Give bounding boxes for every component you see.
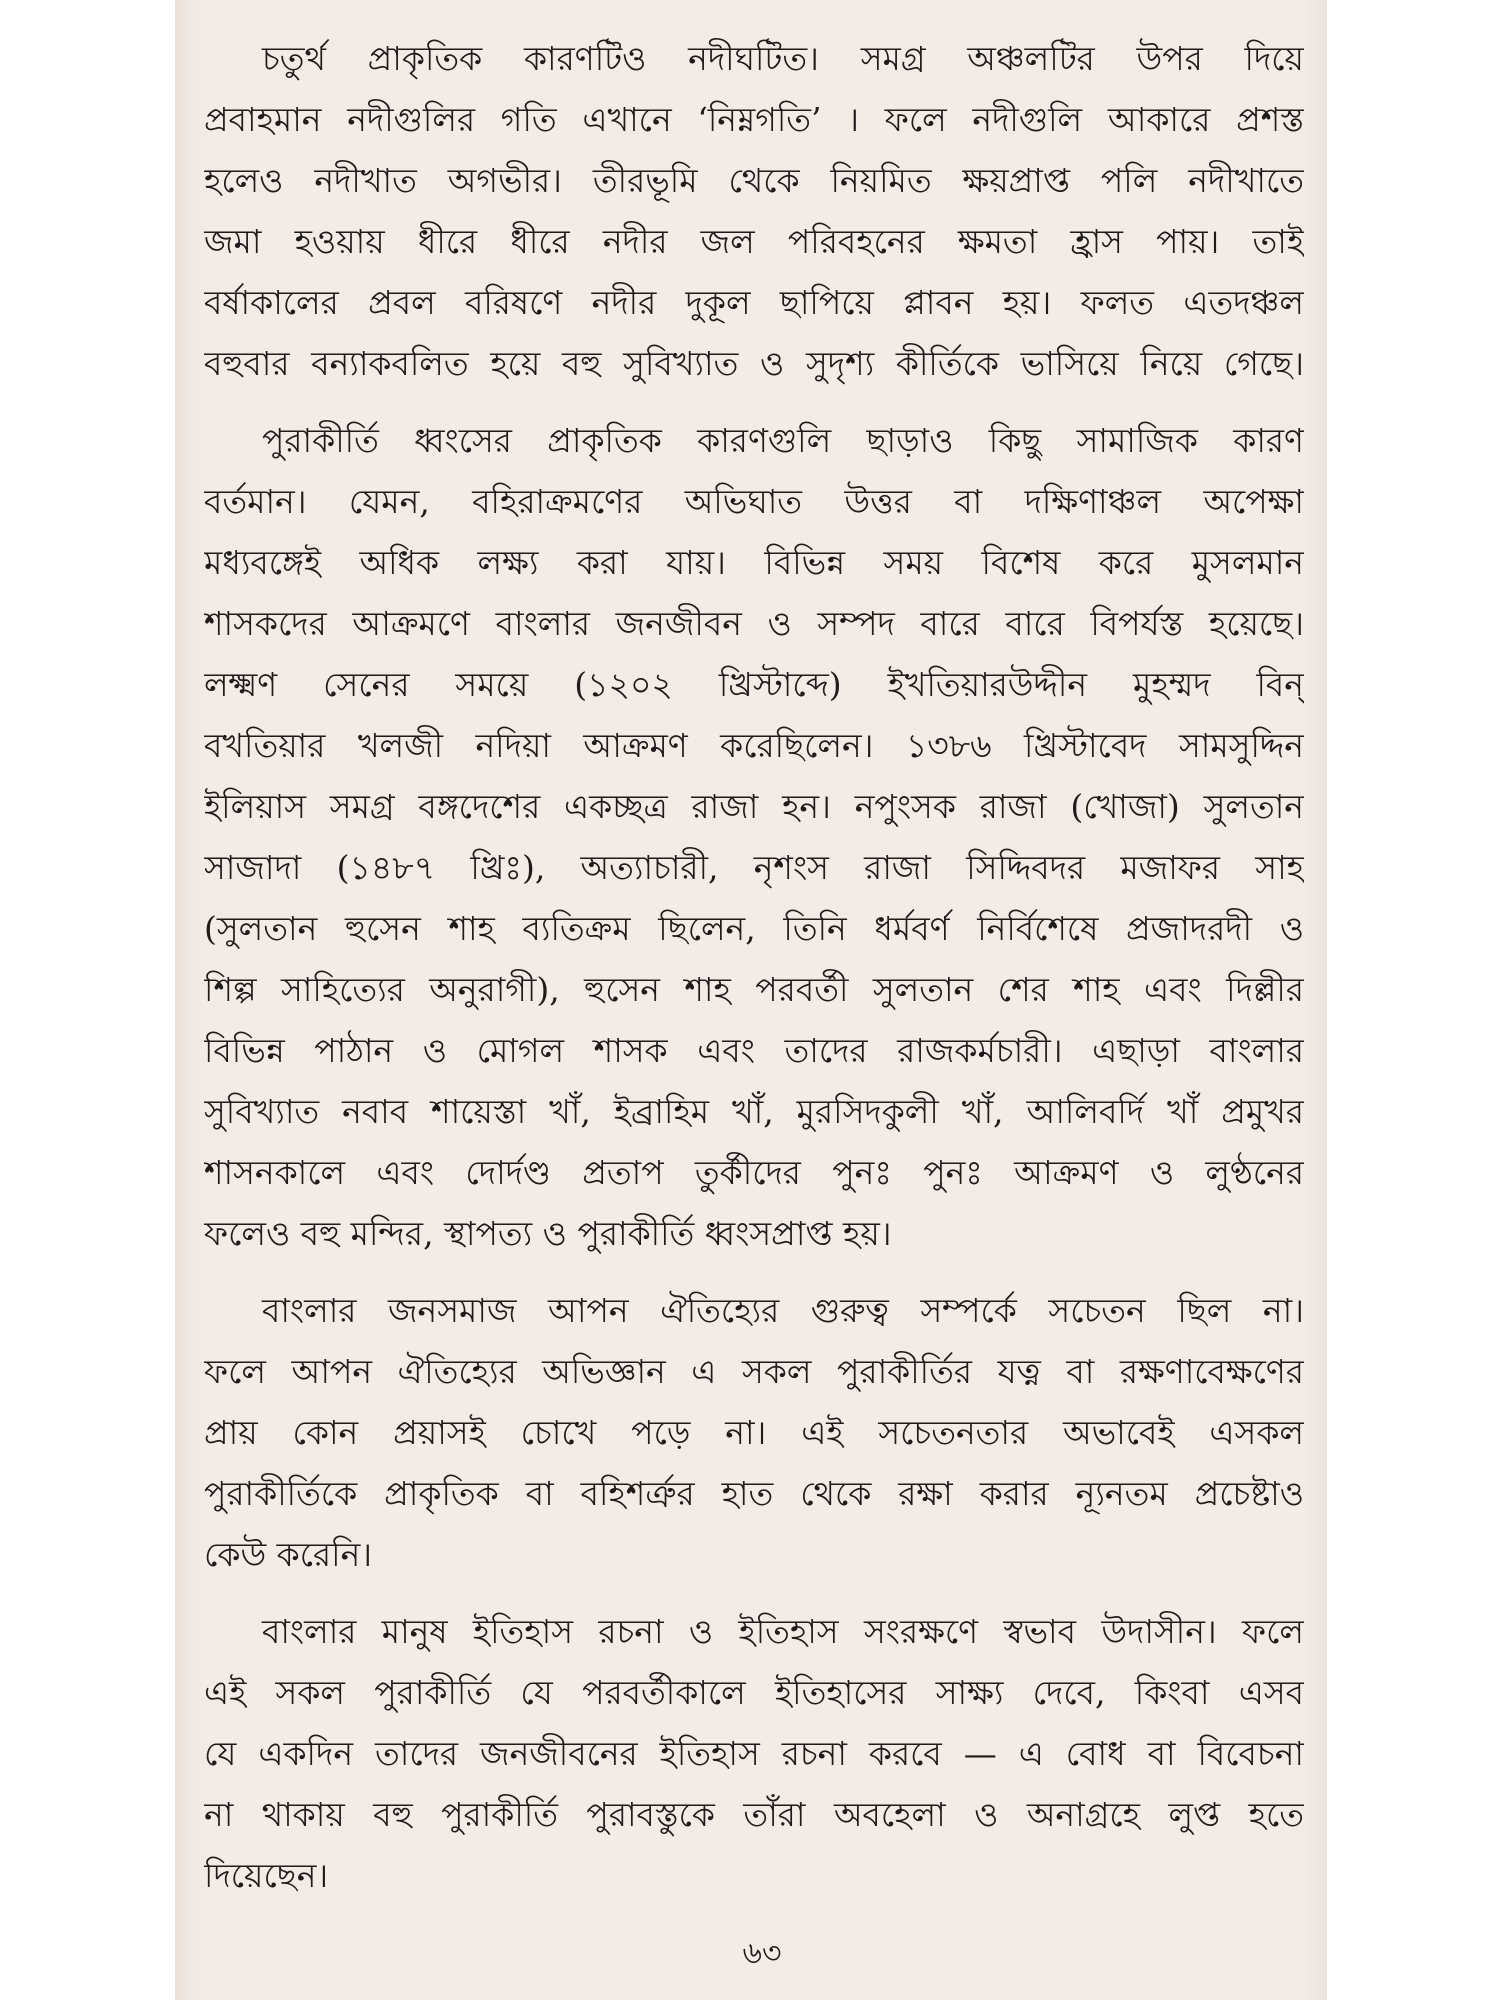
text-line: বর্ষাকালের প্রবল বরিষণে নদীর দুকূল ছাপিয়ে প্লাবন হয়। ফলত এতদঞ্চল [204, 283, 1304, 322]
text-line: ফলে আপন ঐতিহ্যের অভিজ্ঞান এ সকল পুরাকীর্তির যত্ন বা রক্ষণাবেক্ষণের [204, 1352, 1304, 1391]
text-line: বিভিন্ন পাঠান ও মোগল শাসক এবং তাদের রাজকর্মচারী। এছাড়া বাংলার [204, 1031, 1304, 1070]
text-line: বখতিয়ার খলজী নদিয়া আক্রমণ করেছিলেন। ১৩৮৬ খ্রিস্টাবেদ সামসুদ্দিন [204, 726, 1304, 765]
text-line: চতুর্থ প্রাকৃতিক কারণটিও নদীঘটিত। সমগ্র অঞ্চলটির উপর দিয়ে [262, 39, 1304, 78]
text-line: যে একদিন তাদের জনজীবনের ইতিহাস রচনা করবে — এ বোধ বা বিবেচনা [204, 1734, 1304, 1773]
text-line: ইলিয়াস সমগ্র বঙ্গদেশের একচ্ছত্র রাজা হন। নপুংসক রাজা (খোজা) সুলতান [204, 787, 1304, 826]
text-line: প্রায় কোন প্রয়াসই চোখে পড়ে না। এই সচেতনতার অভাবেই এসকল [204, 1413, 1304, 1452]
text-line: প্রবাহমান নদীগুলির গতি এখানে ‘নিম্নগতি’ । ফলে নদীগুলি আকারে প্রশস্ত [204, 100, 1304, 139]
text-line: লক্ষ্মণ সেনের সময়ে (১২০২ খ্রিস্টাব্দে) ইখতিয়ারউদ্দীন মুহম্মদ বিন্ [204, 665, 1304, 704]
text-line: শাসকদের আক্রমণে বাংলার জনজীবন ও সম্পদ বারে বারে বিপর্যস্ত হয়েছে। [204, 604, 1304, 643]
text-line: দিয়েছেন। [204, 1856, 329, 1895]
text-line: ফলেও বহু মন্দির, স্থাপত্য ও পুরাকীর্তি ধ্বংসপ্রাপ্ত হয়। [204, 1214, 892, 1253]
text-line: পুরাকীর্তিকে প্রাকৃতিক বা বহিশর্ত্রুর হাত থেকে রক্ষা করার ন্যূনতম প্রচেষ্টাও [204, 1474, 1304, 1513]
text-line: শাসনকালে এবং দোর্দণ্ড প্রতাপ তুর্কীদের পুনঃ পুনঃ আক্রমণ ও লুণ্ঠনের [204, 1153, 1304, 1192]
text-line: সুবিখ্যাত নবাব শায়েস্তা খাঁ, ইব্রাহিম খাঁ, মুরসিদকুলী খাঁ, আলিবর্দি খাঁ প্রমুখর [204, 1092, 1304, 1131]
text-line: পুরাকীর্তি ধ্বংসের প্রাকৃতিক কারণগুলি ছাড়াও কিছু সামাজিক কারণ [262, 421, 1304, 460]
text-line: বাংলার জনসমাজ আপন ঐতিহ্যের গুরুত্ব সম্পর্কে সচেতন ছিল না। [262, 1291, 1304, 1330]
paragraph-4 [204, 1601, 1304, 1906]
paragraph-3 [204, 1280, 1304, 1585]
paragraph-2 [204, 410, 1304, 1264]
text-line: না থাকায় বহু পুরাকীর্তি পুরাবস্তুকে তাঁরা অবহেলা ও অনাগ্রহে লুপ্ত হতে [204, 1795, 1304, 1834]
text-line: বাংলার মানুষ ইতিহাস রচনা ও ইতিহাস সংরক্ষণে স্বভাব উদাসীন। ফলে [262, 1612, 1304, 1651]
text-line: জমা হওয়ায় ধীরে ধীরে নদীর জল পরিবহনের ক্ষমতা হ্রাস পায়। তাই [204, 222, 1304, 261]
text-line: (সুলতান হুসেন শাহ ব্যতিক্রম ছিলেন, তিনি ধর্মবর্ণ নির্বিশেষে প্রজাদরদী ও [204, 909, 1304, 948]
text-line: হলেও নদীখাত অগভীর। তীরভূমি থেকে নিয়মিত ক্ষয়প্রাপ্ত পলি নদীখাতে [204, 161, 1304, 200]
text-line: কেউ করেনি। [204, 1535, 373, 1574]
text-line: বর্তমান। যেমন, বহিরাক্রমণের অভিঘাত উত্তর বা দক্ষিণাঞ্চল অপেক্ষা [204, 482, 1304, 521]
text-line: মধ্যবঙ্গেই অধিক লক্ষ্য করা যায়। বিভিন্ন সময় বিশেষ করে মুসলমান [204, 543, 1304, 582]
text-line: এই সকল পুরাকীর্তি যে পরবর্তীকালে ইতিহাসের সাক্ষ্য দেবে, কিংবা এসব [204, 1673, 1304, 1712]
paragraph-1 [204, 28, 1304, 394]
body-text [204, 28, 1304, 1906]
text-line: শিল্প সাহিত্যের অনুরাগী), হুসেন শাহ পরবর্তী সুলতান শের শাহ এবং দিল্লীর [204, 970, 1304, 1009]
text-line: বহুবার বন্যাকবলিত হয়ে বহু সুবিখ্যাত ও সুদৃশ্য কীর্তিকে ভাসিয়ে নিয়ে গেছে। [204, 344, 1304, 383]
text-line: সাজাদা (১৪৮৭ খ্রিঃ), অত্যাচারী, নৃশংস রাজা সিদ্দিবদর মজাফর সাহ [204, 848, 1304, 887]
page-number: ৬৩ [742, 1936, 782, 1971]
